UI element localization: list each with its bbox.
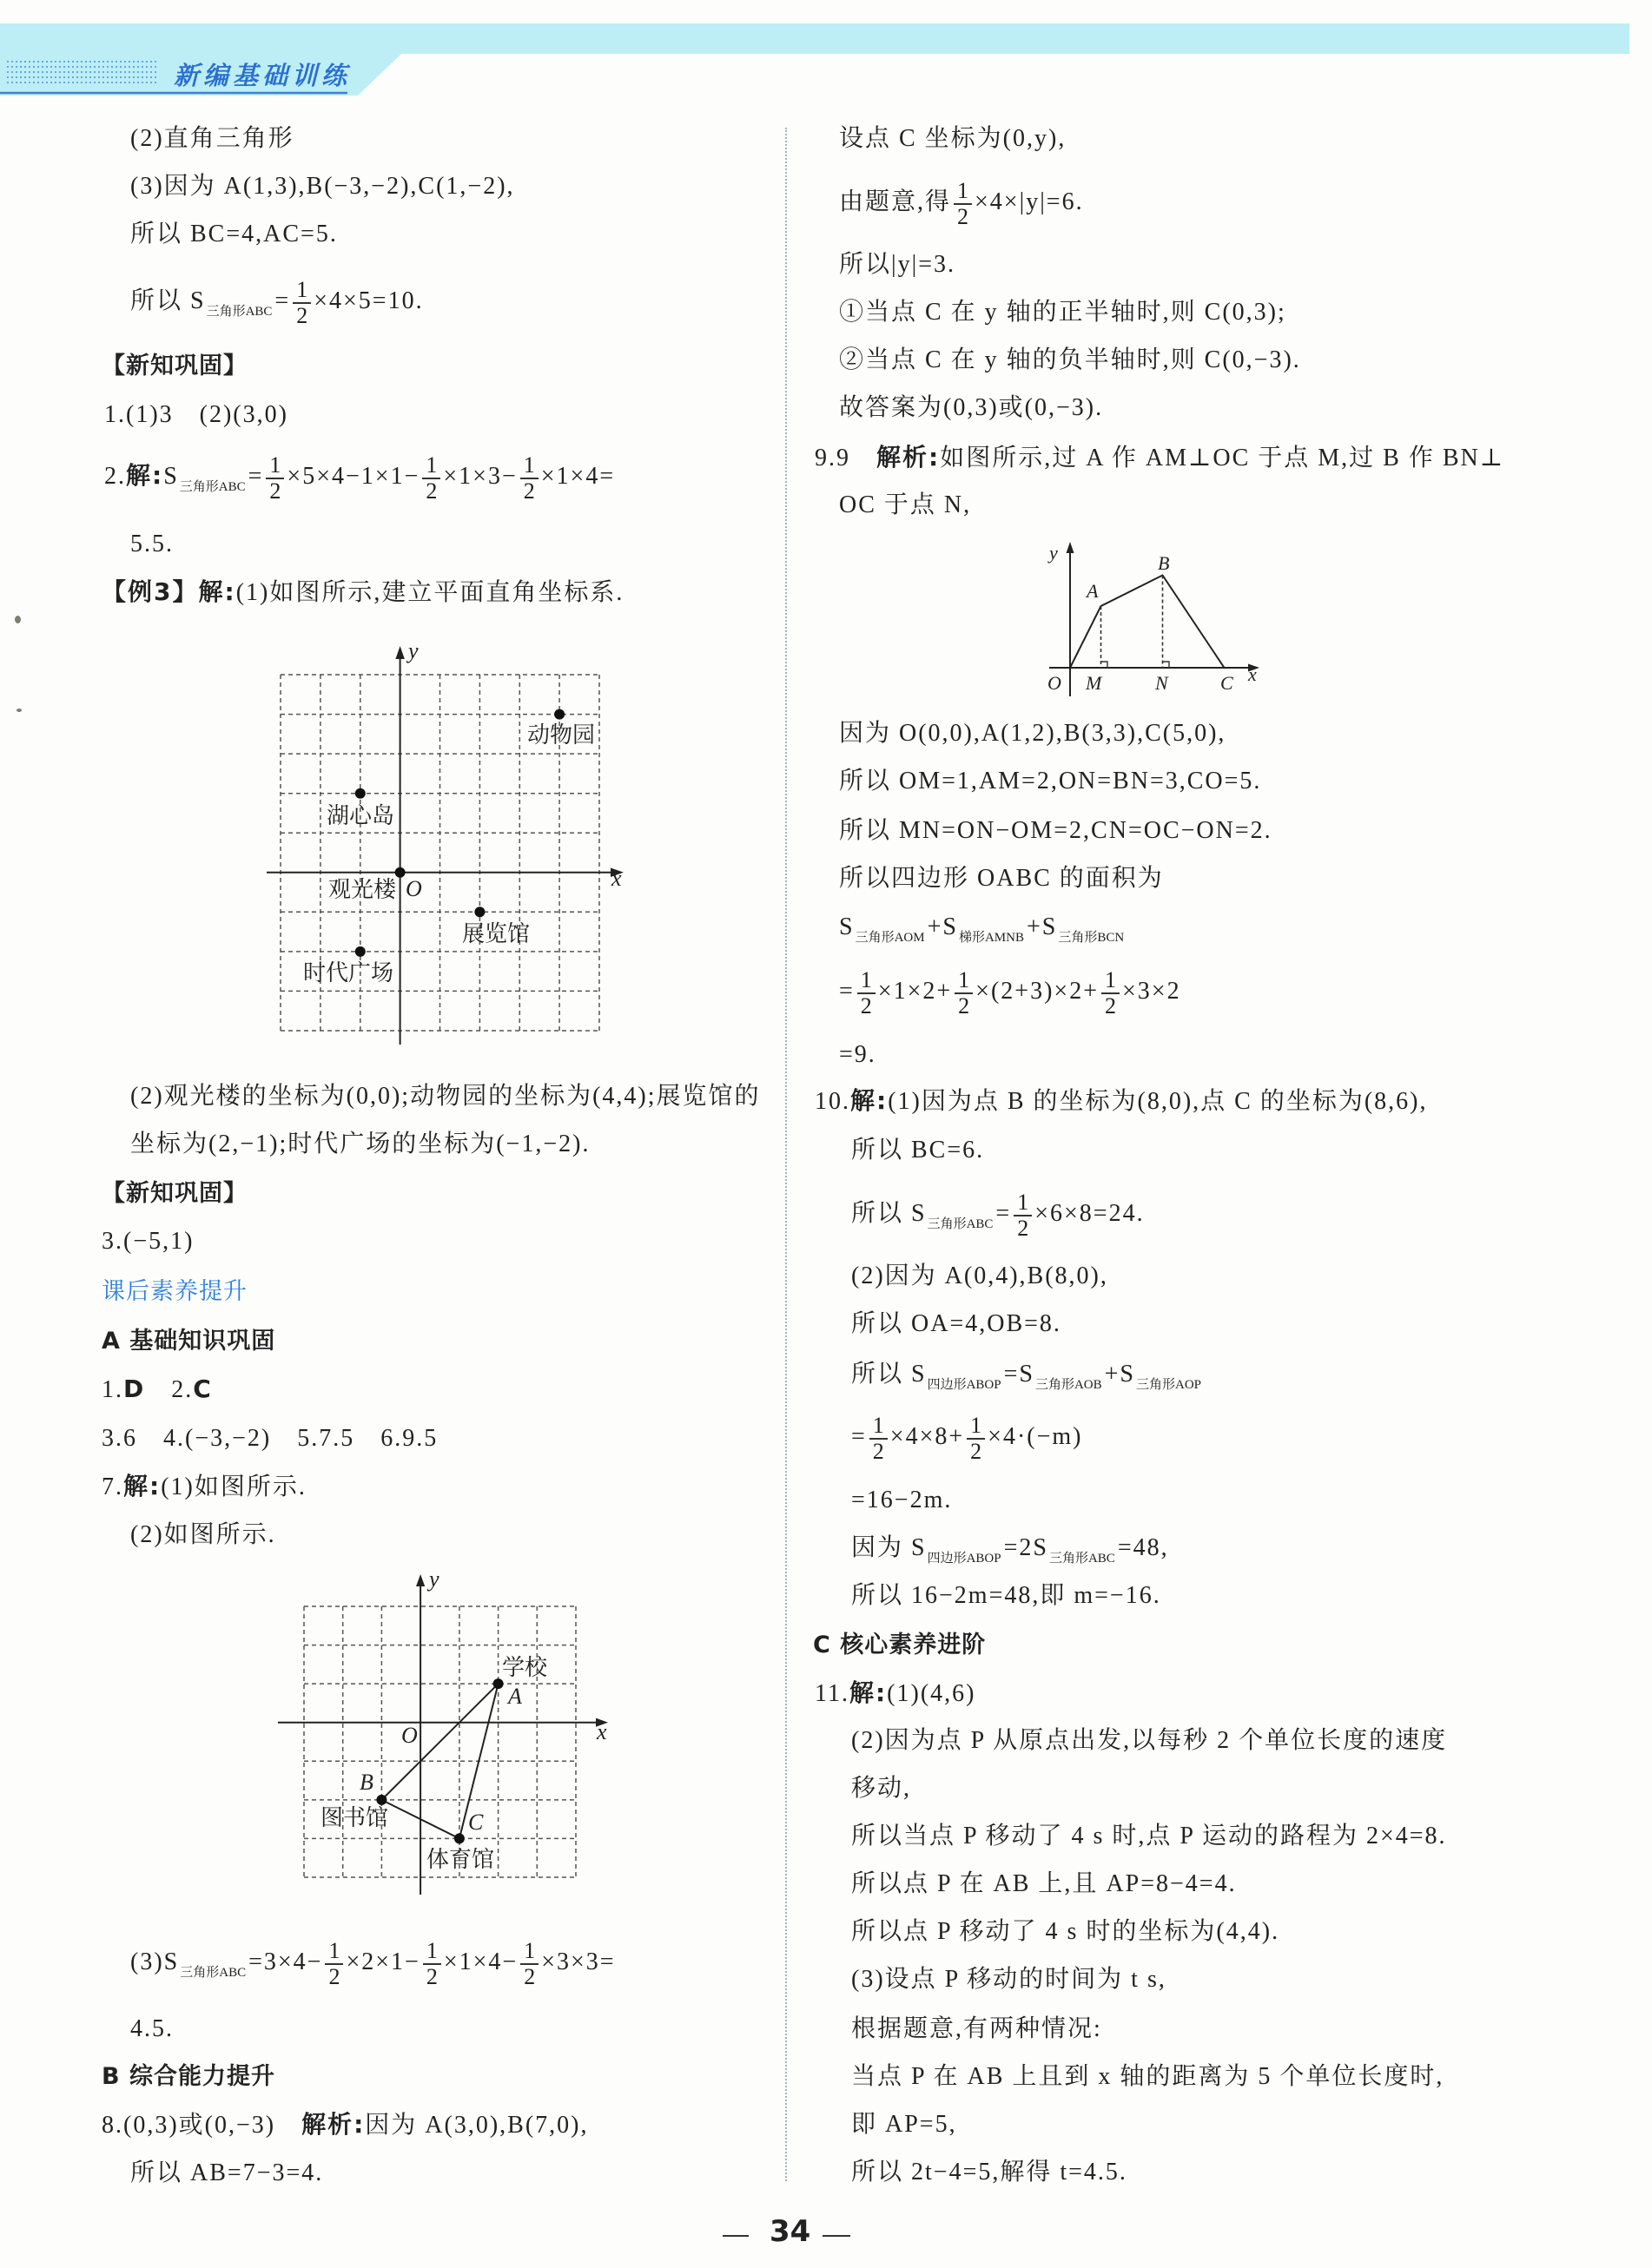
subscript: 三角形ABC [927,1217,994,1231]
fraction [967,1414,985,1463]
fraction-numerator: 1 [954,180,972,205]
question-number: 7. [102,1474,123,1500]
fraction-numerator: 1 [857,969,876,994]
answer-line: 所以点 P 移动了 4 s 时的坐标为(4,4). [851,1918,1280,1945]
text-segment: ×3×2 [1121,978,1181,1005]
fraction-denominator: 2 [269,478,281,504]
answer-line: 坐标为(2,−1);时代广场的坐标为(−1,−2). [130,1131,591,1157]
text-segment: ×2×1− [346,1948,420,1975]
subscript: 三角形AOP [1136,1378,1202,1392]
scan-speck [17,709,22,712]
answer-line: 所以 MN=ON−OM=2,CN=OC−ON=2. [839,817,1272,844]
fraction [955,966,973,1019]
bold-label: 【例3】解: [102,577,236,606]
bold-label: 解: [123,1472,162,1500]
fraction-denominator: 2 [296,302,308,328]
answer-line: 所以 BC=4,AC=5. [130,221,338,247]
text-segment: 8.(0,3)或(0,−3) [102,2112,302,2139]
column-divider [785,128,787,2181]
place-label: 学校 [502,1655,548,1680]
place-label: 体育馆 [426,1847,495,1872]
fraction-numerator: 1 [869,1414,888,1440]
answer-line: 所以 16−2m=48,即 m=−16. [851,1582,1161,1609]
fraction-numerator: 1 [955,969,973,994]
text-segment: 因为 A(3,0),B(7,0), [365,2112,589,2139]
origin-label: O [406,876,422,901]
text-segment: ×3×3= [541,1948,616,1975]
point-label: A [508,1684,522,1709]
fraction [954,177,972,229]
page-number: 34 [770,2214,811,2249]
formula-line [839,966,1181,1018]
text-segment: (1)(4,6) [887,1680,976,1707]
formula-line [851,1411,1083,1463]
subscript: 三角形ABC [1048,1552,1115,1566]
answer-line: (2)直角三角形 [130,125,294,152]
text-segment: ×1×3− [443,463,518,490]
answer-line: 所以|y|=3. [839,251,956,278]
point-label: C [468,1810,484,1835]
fraction-numerator: 1 [967,1414,985,1440]
answer-line: 5.5. [130,531,174,557]
text-segment: = [248,463,264,490]
text-segment: = [274,287,291,314]
text-segment: 如图所示,过 A 作 AM⊥OC 于点 M,过 B 作 BN⊥ [940,445,1505,471]
point-library [376,1795,387,1805]
text-segment: +S [927,913,958,940]
text-segment: +S [1104,1361,1136,1388]
subscript: 三角形ABC [206,305,273,319]
place-label: 时代广场 [303,960,394,986]
answer-line [815,1084,1428,1119]
point-exhibition-hall [474,907,485,917]
place-label: 展览馆 [462,921,531,946]
text-segment: 所以 S [851,1361,927,1388]
text-segment: ×4×8+ [889,1423,965,1450]
answer-line [102,2107,589,2143]
answer-line: (2)因为 A(0,4),B(8,0), [851,1263,1108,1289]
section-heading-c: C 核心素养进阶 [813,1632,987,1658]
y-axis-label: y [429,1566,439,1592]
formula-line [104,450,615,506]
text-segment: 所以 S [851,1200,927,1227]
text-segment: = [839,978,855,1005]
answer-line: (2)观光楼的坐标为(0,0);动物园的坐标为(4,4);展览馆的 [130,1083,761,1110]
question-number: 2. [145,1376,194,1403]
fraction-denominator: 2 [1104,992,1116,1019]
fraction [293,276,311,328]
answer-line: 所以 AB=7−3=4. [130,2159,324,2186]
x-axis-label: x [611,866,622,891]
footer-dash-left [723,2235,749,2237]
formula-line [130,1936,616,1992]
answer-line: 移动, [851,1775,912,1802]
question-number: 2. [104,463,126,490]
formula-line [851,1531,1169,1569]
formula-line [839,910,1127,948]
answer-line: 3.(−5,1) [102,1228,195,1255]
formula-line [851,1357,1204,1395]
answer-line [102,1469,307,1505]
question-number: 1. [102,1376,123,1403]
answer-line [815,440,1504,476]
text-segment: ×1×4= [540,463,616,490]
example-line [102,575,624,610]
question-number: 11. [815,1680,849,1707]
answer-line: 设点 C 坐标为(0,y), [839,125,1067,152]
subscript: 三角形ABC [179,480,246,494]
answer-line: 所以点 P 在 AB 上,且 AP=8−4=4. [851,1870,1237,1897]
text-segment: ×6×8=24. [1034,1200,1145,1227]
answer-line: 所以 OM=1,AM=2,ON=BN=3,CO=5. [839,768,1262,794]
text-segment: +S [1026,913,1058,940]
series-header-banner [0,0,1652,104]
fraction-denominator: 2 [958,992,970,1019]
y-axis-arrow-icon [1067,542,1074,553]
point-zoo [554,709,565,720]
text-segment: =48, [1117,1534,1169,1561]
fraction-denominator: 2 [1017,1215,1029,1241]
fraction-numerator: 1 [293,279,311,304]
y-axis-arrow-icon [395,646,404,659]
answer-line: 所以 OA=4,OB=8. [851,1310,1061,1337]
bold-label: 解: [850,1086,889,1115]
answer-line: 3.6 4.(−3,−2) 5.7.5 6.9.5 [102,1425,439,1452]
place-label: 动物园 [527,722,596,748]
formula-line [839,176,1084,228]
fraction-denominator: 2 [957,203,969,229]
fraction [422,454,440,503]
section-title-after-class: 课后素养提升 [102,1278,248,1305]
text-segment: ×4×|y|=6. [975,188,1084,215]
fraction-denominator: 2 [872,1438,884,1464]
point-label: B [1158,552,1170,574]
place-label: 观光楼 [328,877,397,902]
section-heading-b: B 综合能力提升 [102,2063,275,2090]
origin-label: O [401,1723,418,1748]
text-segment: ×4·(−m) [988,1423,1083,1450]
text-segment: ×1×2+ [877,978,953,1005]
text-segment: = [851,1423,867,1450]
y-axis-label: y [408,638,419,663]
answer-line: 1.(1)3 (2)(3,0) [104,401,288,428]
answer-line: 所以当点 P 移动了 4 s 时,点 P 运动的路程为 2×4=8. [851,1823,1447,1849]
q7-coordinate-map [278,1554,625,1895]
text-segment: 由题意,得 [839,188,952,215]
answer-line: =9. [839,1041,876,1068]
subscript: 三角形AOM [855,931,925,945]
bold-label: 解: [126,461,164,490]
subscript: 四边形ABOP [927,1552,1001,1566]
q9-quadrilateral-figure [1025,530,1285,703]
answer-line: 所以 2t−4=5,解得 t=4.5. [851,2159,1127,2186]
fraction-numerator: 1 [520,454,539,479]
text-segment: =2S [1003,1534,1048,1561]
fraction [1014,1191,1032,1240]
answer-line: (2)如图所示. [130,1521,276,1548]
text-segment: ×4×5=10. [314,287,424,314]
point-times-square [355,946,366,957]
answer-line: 根据题意,有两种情况: [851,2015,1102,2042]
formula-line [130,275,424,331]
point-label: C [1220,672,1233,694]
fraction-denominator: 2 [860,992,872,1019]
series-title: 新编基础训练 [174,61,352,90]
answer-line: 所以四边形 OABC 的面积为 [839,865,1164,892]
fraction-denominator: 2 [524,1963,536,1989]
formula-line [851,1188,1145,1243]
answer-line: (3)因为 A(1,3),B(−3,−2),C(1,−2), [130,173,515,200]
scan-speck [15,616,21,623]
bold-label: 解析: [301,2110,366,2139]
fraction [325,1937,343,1989]
section-heading-a: A 基础知识巩固 [102,1328,276,1355]
fraction-numerator: 1 [422,454,440,479]
answer-line: (3)设点 P 移动的时间为 t s, [851,1966,1166,1993]
fraction-denominator: 2 [426,1963,438,1989]
subscript: 梯形AMNB [958,931,1024,945]
text-segment: S [839,913,855,940]
point-gym [454,1833,465,1843]
point-lake-island [355,788,366,799]
answer-line: ②当点 C 在 y 轴的负半轴时,则 C(0,−3). [839,346,1301,373]
answer-line [815,1676,975,1711]
subscript: 四边形ABOP [927,1378,1001,1392]
fraction-denominator: 2 [426,478,438,504]
right-angle-marks [1101,662,1170,668]
fraction-denominator: 2 [328,1963,340,1989]
answer-line: 当点 P 在 AB 上且到 x 轴的距离为 5 个单位长度时, [851,2063,1444,2090]
fraction [1101,966,1120,1019]
choice-answers-line [102,1372,213,1408]
fraction [857,966,876,1019]
fraction-denominator: 2 [970,1438,982,1464]
text-segment: =S [1003,1361,1034,1388]
perpendicular-lines [1101,576,1163,669]
choice-answer: C [193,1375,213,1403]
text-segment: (1)如图所示. [161,1474,307,1500]
answer-line: 4.5. [130,2015,174,2042]
text-segment: (1)如图所示,建立平面直角坐标系. [235,579,624,606]
fraction [520,454,539,503]
text-segment: ×1×4− [443,1948,519,1975]
subscript: 三角形BCN [1058,931,1125,945]
bold-label: 解析: [876,443,941,471]
fraction-numerator: 1 [1101,969,1120,994]
point-label: O [1047,672,1061,694]
point-label: M [1086,672,1102,694]
text-segment: 所以 S [130,287,206,314]
fraction [520,1937,539,1989]
fraction-numerator: 1 [325,1940,343,1965]
fraction [869,1414,888,1463]
answer-line: =16−2m. [851,1487,953,1513]
bold-label: 解: [849,1678,888,1707]
answer-line: 即 AP=5, [851,2111,957,2138]
fraction-numerator: 1 [520,1940,539,1965]
fraction-numerator: 1 [423,1940,441,1965]
text-segment: ×5×4−1×1− [287,463,420,490]
text-segment: 因为 S [851,1534,927,1561]
fraction [423,1937,441,1989]
footer-dash-right [823,2235,850,2237]
point-label: A [1087,580,1099,602]
section-heading: 【新知巩固】 [102,353,248,379]
question-number: 10. [815,1088,850,1115]
point-label: N [1155,672,1168,694]
y-axis-label: y [1049,542,1058,564]
place-label: 湖心岛 [327,803,395,828]
y-axis-arrow-icon [416,1574,425,1586]
text-segment: (3)S [130,1948,180,1975]
subscript: 三角形ABC [180,1966,247,1980]
fraction [266,454,284,503]
example3-coordinate-map [252,625,643,1051]
fraction-denominator: 2 [523,478,535,504]
text-segment: S [163,463,179,490]
choice-answer: D [123,1375,146,1403]
answer-line: OC 于点 N, [839,491,972,518]
text-segment: =3×4− [248,1948,323,1975]
question-number: 9.9 [815,445,877,471]
answer-line: (2)因为点 P 从原点出发,以每秒 2 个单位长度的速度 [851,1727,1448,1754]
answer-line: 所以 BC=6. [851,1137,985,1164]
text-segment: (1)因为点 B 的坐标为(8,0),点 C 的坐标为(8,6), [888,1088,1428,1115]
text-segment: ×(2+3)×2+ [975,978,1099,1005]
point-sightseeing-tower [395,867,406,878]
answer-line: ①当点 C 在 y 轴的正半轴时,则 C(0,3); [839,299,1286,326]
answer-line: 因为 O(0,0),A(1,2),B(3,3),C(5,0), [839,720,1226,747]
fraction-numerator: 1 [1014,1191,1032,1216]
fraction-numerator: 1 [266,454,284,479]
section-heading: 【新知巩固】 [102,1180,248,1207]
answer-line: 故答案为(0,3)或(0,−3). [839,394,1104,421]
x-axis-label: x [1248,663,1257,685]
subscript: 三角形AOB [1034,1378,1102,1392]
text-segment: = [995,1200,1012,1227]
point-label: B [360,1770,373,1795]
place-label: 图书馆 [320,1805,389,1830]
x-axis-label: x [597,1719,607,1744]
